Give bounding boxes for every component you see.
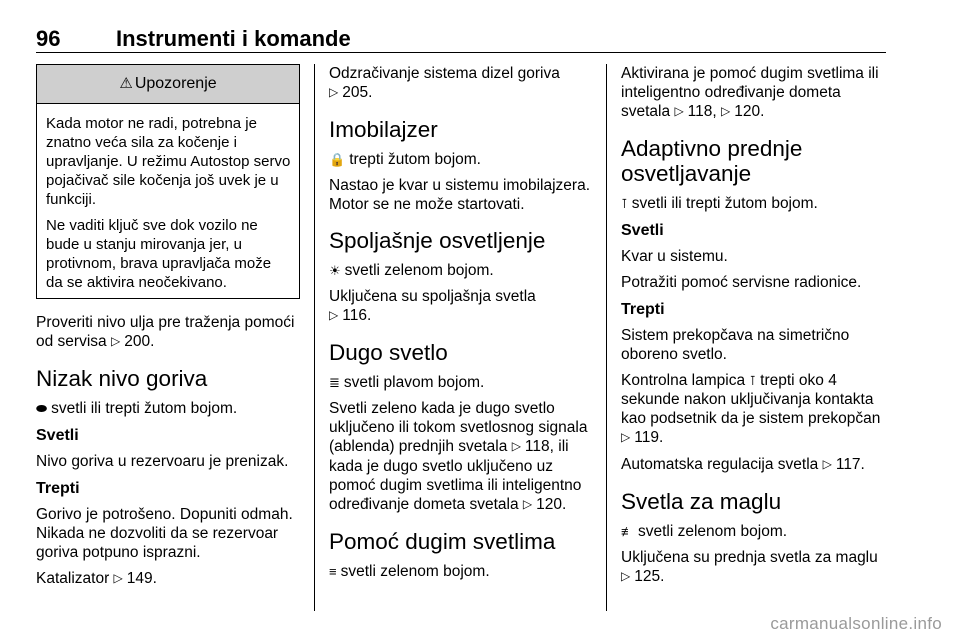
paragraph: Kontrolna lampica ⊺ trepti oko 4 sekunde nakon uključivanja kontakta kao podsetnik da je sistem prekopčan ▷ 119. bbox=[621, 371, 891, 448]
indicator-line: ☀ svetli zelenom bojom. bbox=[329, 262, 494, 279]
section-heading: Dugo svetlo bbox=[329, 340, 448, 365]
page-ref-link[interactable]: ▷ 149. bbox=[114, 570, 157, 587]
section-heading: Spoljašnje osvetljenje bbox=[329, 228, 546, 253]
paragraph: Proveriti nivo ulja pre traženja pomoći od servisa ▷ 200. bbox=[36, 313, 302, 352]
page-ref-link[interactable]: ▷ 116. bbox=[329, 307, 371, 324]
page-ref-link[interactable]: ▷ 205. bbox=[329, 84, 372, 101]
adaptive-light-icon: ⊺ bbox=[749, 373, 757, 388]
paragraph: Svetli zeleno kada je dugo svetlo uključeno ili tokom svetlosnog signala (ablenda) prednjih svetala ▷ 118, ili kada je dugo svetlo uključeno uz pomoć dugim svetlima ili inteligentno određivanje dometa svetala ▷ 120. bbox=[329, 399, 595, 515]
paragraph: Nivo goriva u rezervoaru je prenizak. bbox=[36, 453, 289, 470]
subheading: Trepti bbox=[36, 480, 80, 497]
paragraph: Uključena su prednja svetla za maglu ▷ 125. bbox=[621, 548, 891, 587]
page-number: 96 bbox=[36, 26, 61, 51]
page-title: Instrumenti i komande bbox=[116, 26, 351, 51]
paragraph: Automatska regulacija svetla ▷ 117. bbox=[621, 455, 891, 475]
header-divider bbox=[36, 52, 886, 53]
subheading: Svetli bbox=[621, 222, 664, 239]
warning-title: Upozorenje bbox=[134, 75, 217, 92]
column-divider bbox=[314, 64, 315, 611]
paragraph: Gorivo je potrošeno. Dopuniti odmah. Nikada ne dozvoliti da se rezervoar goriva potpuno isprazni. bbox=[36, 506, 293, 561]
page-ref-link[interactable]: ▷ 119. bbox=[621, 429, 663, 446]
section-heading: Imobilajzer bbox=[329, 117, 438, 142]
page-ref-link[interactable]: ▷ 125. bbox=[621, 568, 664, 585]
column-2 bbox=[329, 64, 595, 588]
paragraph: Sistem prekopčava na simetrično oboreno svetlo. bbox=[621, 327, 850, 363]
warning-header bbox=[37, 65, 299, 104]
page-ref-link[interactable]: ▷ 200. bbox=[111, 333, 154, 350]
paragraph: Nastao je kvar u sistemu imobilajzera. Motor se ne može startovati. bbox=[329, 177, 591, 213]
warning-text: Ne vaditi ključ sve dok vozilo ne bude u stanju mirovanja jer, u protivnom, brava upravljača može da se aktivira neočekivano. bbox=[46, 217, 272, 291]
exterior-light-icon: ☀ bbox=[329, 263, 341, 278]
page-ref-link[interactable]: ▷ 120. bbox=[721, 103, 764, 120]
fuel-indicator-icon: ⬬ bbox=[36, 401, 48, 416]
section-heading: Adaptivno prednje osvetljavanje bbox=[621, 136, 803, 186]
subheading: Svetli bbox=[36, 427, 79, 444]
section-heading: Svetla za maglu bbox=[621, 489, 782, 514]
indicator-line: ≢ svetli zelenom bojom. bbox=[621, 523, 788, 540]
section-heading: Pomoć dugim svetlima bbox=[329, 529, 556, 554]
paragraph: Aktivirana je pomoć dugim svetlima ili inteligentno određivanje dometa svetala ▷ 118, ▷ 120. bbox=[621, 64, 891, 122]
page-ref-link[interactable]: ▷ 118, ili bbox=[512, 438, 569, 455]
indicator-line: ⊺ svetli ili trepti žutom bojom. bbox=[621, 195, 818, 212]
high-beam-icon: ≣ bbox=[329, 375, 340, 390]
indicator-line: 🔒 trepti žutom bojom. bbox=[329, 151, 481, 168]
page-ref-link[interactable]: ▷ 117. bbox=[823, 456, 865, 473]
paragraph: Katalizator ▷ 149. bbox=[36, 569, 302, 589]
section-heading: Nizak nivo goriva bbox=[36, 366, 208, 391]
page-ref-link[interactable]: ▷ 120. bbox=[523, 496, 566, 513]
watermark: carmanualsonline.info bbox=[770, 614, 942, 633]
high-beam-assist-icon: ≡ bbox=[329, 564, 337, 579]
column-1 bbox=[36, 64, 302, 596]
warning-box bbox=[36, 64, 300, 299]
paragraph: Odzračivanje sistema dizel goriva ▷ 205. bbox=[329, 64, 595, 103]
warning-body bbox=[37, 104, 299, 298]
column-3 bbox=[621, 64, 891, 594]
paragraph: Kvar u sistemu. bbox=[621, 248, 728, 265]
warning-triangle-icon: ⚠ bbox=[119, 75, 133, 92]
adaptive-light-icon: ⊺ bbox=[621, 196, 628, 211]
subheading: Trepti bbox=[621, 301, 665, 318]
column-divider bbox=[606, 64, 607, 611]
fog-light-icon: ≢ bbox=[621, 524, 634, 539]
immobilizer-indicator-icon: 🔒 bbox=[329, 152, 346, 167]
indicator-line: ≡ svetli zelenom bojom. bbox=[329, 563, 490, 580]
page-ref-link[interactable]: ▷ 118, bbox=[674, 103, 716, 120]
paragraph: Potražiti pomoć servisne radionice. bbox=[621, 274, 862, 291]
paragraph: Uključena su spoljašnja svetla ▷ 116. bbox=[329, 287, 595, 326]
page-header bbox=[36, 26, 886, 52]
indicator-line: ≣ svetli plavom bojom. bbox=[329, 374, 485, 391]
indicator-line: ⬬ svetli ili trepti žutom bojom. bbox=[36, 400, 238, 417]
warning-text: Kada motor ne radi, potrebna je znatno veća sila za kočenje i upravljanje. U režimu Autostop servo pojačivač sile kočenja još uvek je u funkciji. bbox=[46, 115, 291, 208]
